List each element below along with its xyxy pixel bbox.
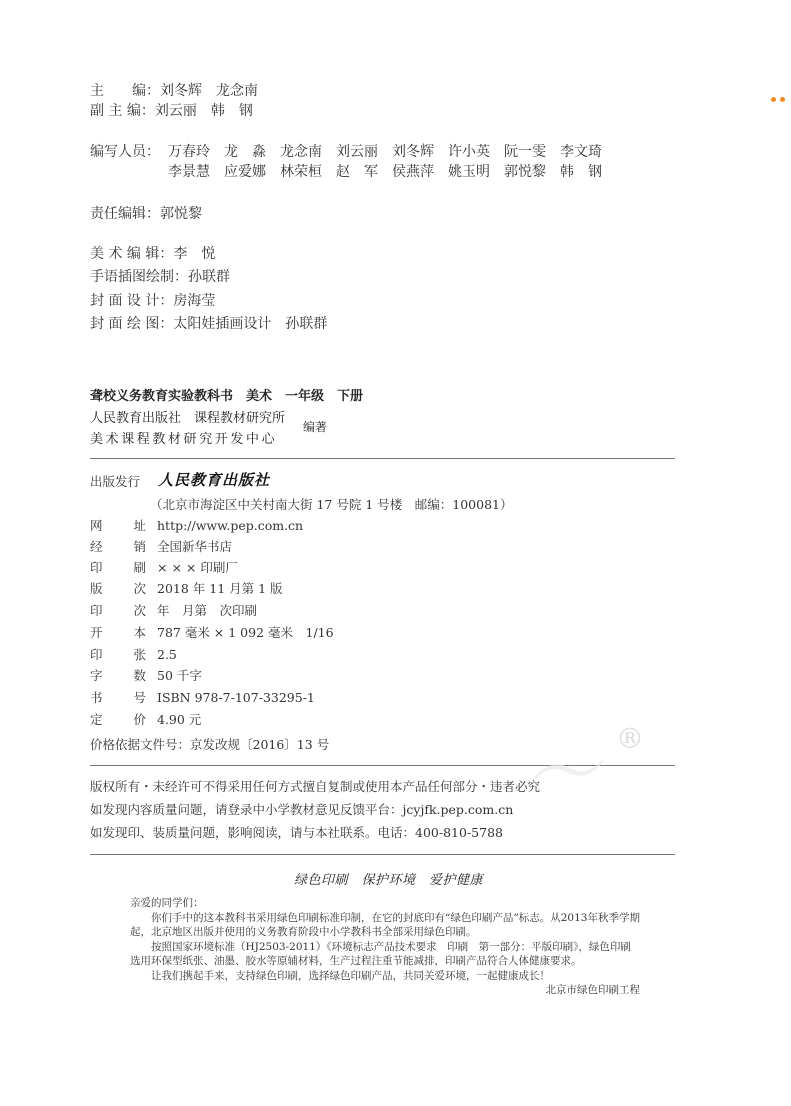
publication-info-key: 版 次 (90, 581, 146, 596)
cover-design-value: 房海莹 (173, 293, 216, 309)
compiled-label: 编著 (303, 420, 328, 434)
publication-info-key: 印 次 (90, 603, 146, 618)
responsible-editor-value: 郭悦黎 (160, 206, 202, 222)
publication-info-value: ISBN 978-7-107-33295-1 (157, 690, 315, 705)
deputy-editor-label: 副 主 编： (90, 103, 155, 119)
green-print-signature: 北京市绿色印刷工程 (545, 984, 640, 996)
divider (90, 458, 675, 459)
publisher-address: （北京市海淀区中关村南大街 17 号院 1 号楼 邮编：100081） (150, 497, 513, 512)
cover-design-line (90, 290, 215, 310)
decorative-dot (780, 97, 785, 102)
publication-info-value: 年 月第 次印刷 (157, 603, 258, 618)
copyright-line: 版权所有・未经许可不得采用任何方式擅自复制或使用本产品任何部分・违者必究 (90, 779, 541, 794)
green-print-para-2: 按照国家环境标准（HJ2503-2011）《环境标志产品技术要求 印刷 第一部分：平版印刷》，绿色印刷选用环保型纸张、油墨、胶水等原辅材料，生产过程注重节能减排，印刷产品符合人体健康要求。 (130, 940, 631, 967)
green-print-para-1: 你们手中的这本教科书采用绿色印刷标准印制，在它的封底印有“绿色印刷产品”标志。从2013年秋季学期起，北京地区出版并使用的义务教育阶段中小学教科书全部采用绿色印刷。 (130, 911, 640, 938)
publication-info-key: 定 价 (90, 712, 146, 727)
publication-info-value: 全国新华书店 (157, 539, 233, 554)
decorative-dot (771, 97, 776, 102)
publisher-logo: 人民教育出版社 (158, 471, 271, 489)
writers-line-1: 万春玲 龙 淼 龙念南 刘云丽 刘冬辉 许小英 阮一雯 李文琦 (168, 144, 602, 160)
publication-info-key: 书 号 (90, 690, 146, 705)
green-print-greeting: 亲爱的同学们： (130, 897, 204, 909)
cover-drawing-line (90, 313, 327, 333)
watermark-logo: 〜 (513, 721, 609, 828)
publisher-line-1: 人民教育出版社 课程教材研究所 (90, 411, 286, 426)
publication-info-row (90, 602, 257, 620)
registered-mark-icon: ® (616, 722, 644, 755)
publication-info-key: 印 张 (90, 647, 146, 662)
publication-info-row (90, 559, 238, 577)
print-quality-line: 如发现印、装质量问题，影响阅读，请与本社联系。电话：400-810-5788 (90, 825, 503, 840)
series-title: 聋校义务教育实验教科书 美术 一年级 下册 (90, 389, 364, 404)
green-print-notice (130, 896, 640, 998)
deputy-editor-value: 刘云丽 韩 钢 (154, 103, 253, 119)
publication-info-row (90, 711, 201, 729)
price-basis: 价格依据文件号：京发改规〔2016〕13 号 (90, 737, 330, 752)
art-editor-line (90, 243, 215, 263)
publication-info-key: 字 数 (90, 668, 146, 683)
sign-illustration-label: 手语插图绘制： (90, 269, 188, 285)
publication-info-value: http://www.pep.com.cn (157, 518, 304, 533)
publisher-line-2: 美术课程教材研究开发中心 (90, 432, 278, 447)
publication-info-value: × × × 印刷厂 (157, 560, 238, 575)
publication-info-value: 787 毫米 × 1 092 毫米 1/16 (157, 625, 334, 640)
publication-info-key: 开 本 (90, 625, 146, 640)
publication-info-row (90, 580, 283, 598)
publication-info-value: 2018 年 11 月第 1 版 (157, 581, 283, 596)
publication-info-row (90, 538, 232, 556)
green-print-heading: 绿色印刷 保护环境 爱护健康 (294, 873, 484, 888)
cover-drawing-value: 太阳娃插画设计 孙联群 (173, 316, 328, 332)
responsible-editor-label: 责任编辑： (90, 206, 160, 222)
publication-info-key: 印 刷 (90, 560, 146, 575)
sign-illustration-line (90, 266, 230, 286)
publication-info-value: 50 千字 (157, 668, 202, 683)
writers-label: 编写人员： (90, 144, 160, 160)
publisher-label: 出版发行 (90, 474, 141, 489)
content-feedback-line: 如发现内容质量问题，请登录中小学教材意见反馈平台：jcyjfk.pep.com.cn (90, 802, 514, 817)
publication-info-row (90, 624, 334, 642)
chief-editor-line (90, 80, 258, 100)
publication-info-value: 4.90 元 (157, 712, 202, 727)
publication-info-key: 经 销 (90, 539, 146, 554)
sign-illustration-value: 孙联群 (188, 269, 230, 285)
chief-editor-value: 刘冬辉 龙念南 (160, 83, 258, 99)
divider (90, 854, 675, 855)
writers-line-2: 李景慧 应爱娜 林荣桓 赵 军 侯燕萍 姚玉明 郭悦黎 韩 钢 (168, 164, 602, 180)
art-editor-label: 美 术 编 辑： (90, 246, 174, 262)
publication-info-key: 网 址 (90, 518, 146, 533)
cover-drawing-label: 封 面 绘 图： (90, 316, 174, 332)
responsible-editor-line (90, 203, 202, 223)
publication-info-row (90, 646, 177, 664)
publication-info-row (90, 689, 315, 707)
chief-editor-label: 主 编： (90, 83, 160, 99)
deputy-editor-line (90, 100, 253, 120)
green-print-para-3: 让我们携起手来，支持绿色印刷，选择绿色印刷产品，共同关爱环境，一起健康成长！ (151, 969, 550, 982)
publication-info-row (90, 667, 202, 685)
cover-design-label: 封 面 设 计： (90, 293, 174, 309)
art-editor-value: 李 悦 (173, 246, 216, 262)
publication-info-value: 2.5 (157, 647, 177, 662)
publication-info-row (90, 517, 303, 535)
